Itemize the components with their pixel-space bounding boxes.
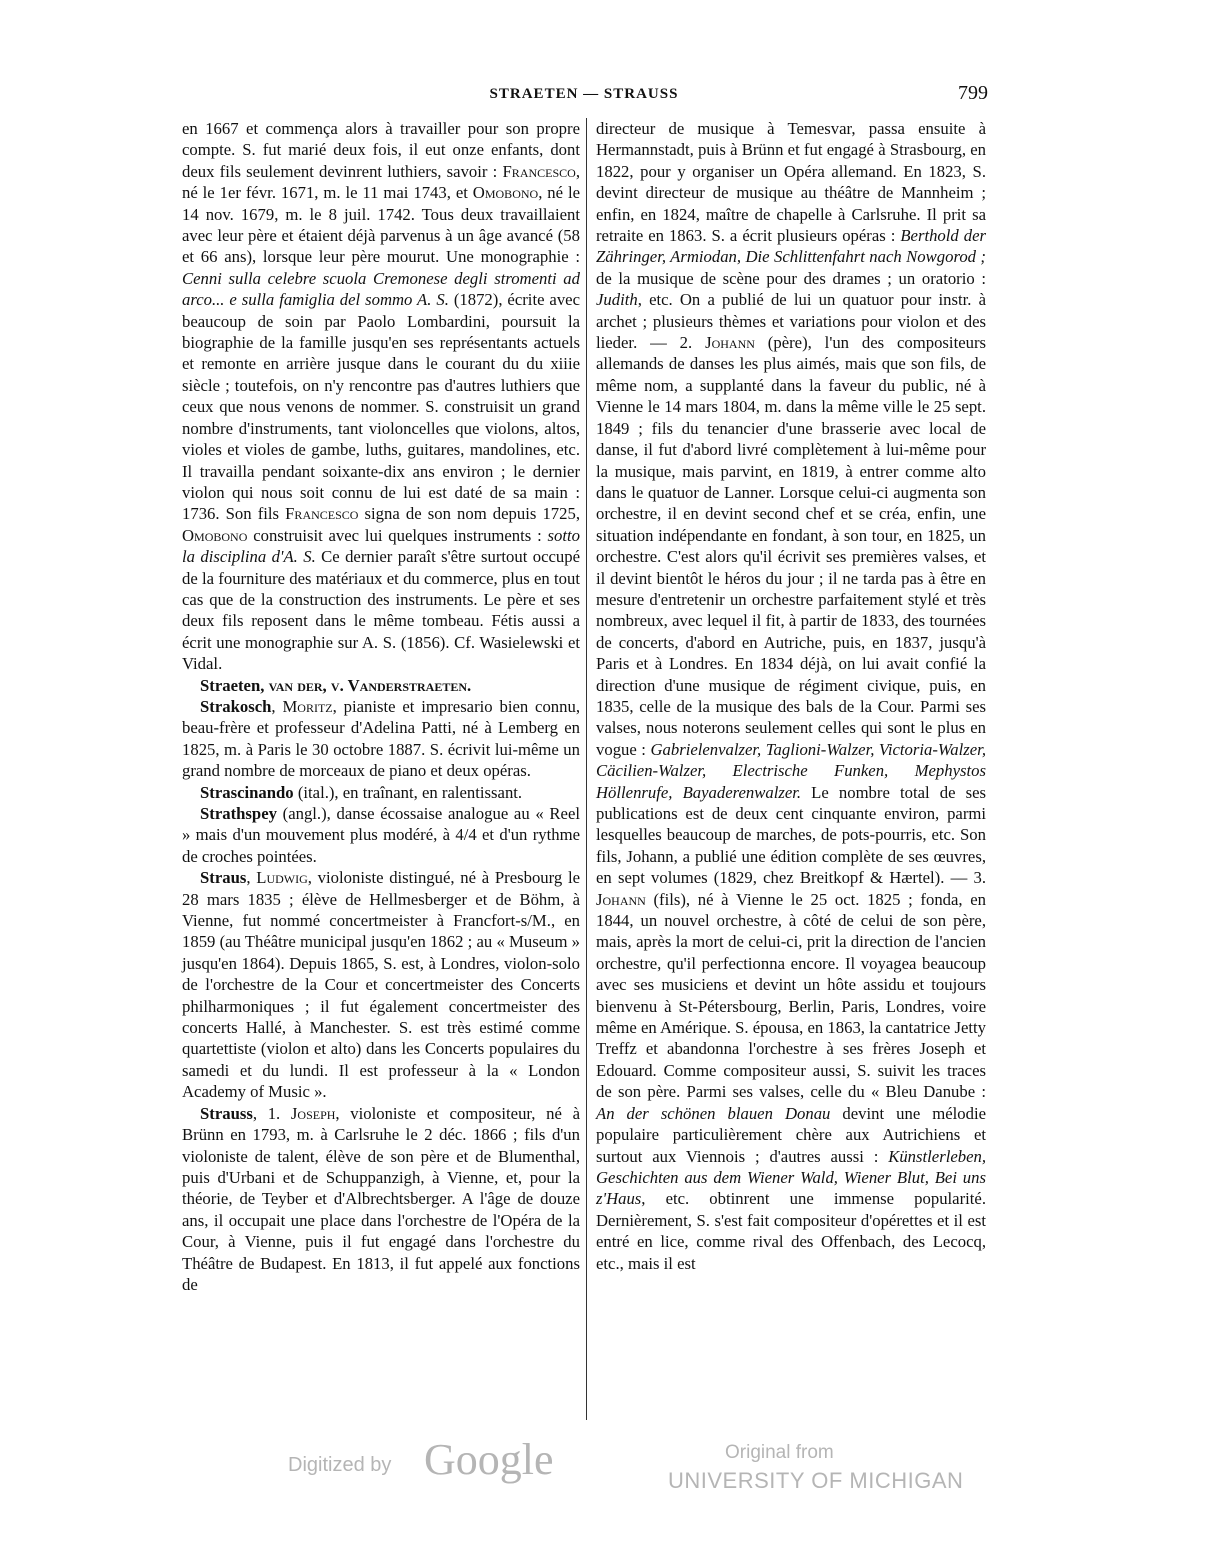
right-column [596, 118, 986, 1274]
entry-strauss-continuation: directeur de musique à Temesvar, passa ensuite à Hermannstadt, puis à Brünn et fut engagé à Strasbourg, en 1822, pour y organiser un Opéra allemand. En 1823, S. devint directeur de musique au théâtre de Mannheim ; enfin, en 1824, maître de chapelle à Carlsruhe. Il prit sa retraite en 1863. S. a écrit plusieurs opéras : Berthold der Zähringer, Armiodan, Die Schlittenfahrt nach Nowgorod ; de la musique de scène pour des drames ; un oratorio : Judith, etc. On a publié de lui un quatuor pour instr. à archet ; plusieurs thèmes et variations pour violon et des lieder. — 2. Johann (père), l'un des compositeurs allemands de danses les plus aimés, mais que son fils, de même nom, a supplanté dans la faveur du public, né à Vienne le 14 mars 1804, m. dans la même ville le 25 sept. 1849 ; fils du tenancier d'une brasserie avec local de danse, il fut d'abord livré complètement à lui-même pour la musique, mais parvint, en 1819, à entrer comme alto dans le quatuor de Lanner. Lorsque celui-ci augmenta son orchestre, il en devint second chef et se créa, enfin, une situation indépendante en fondant, à son tour, en 1825, un orchestre. C'est alors qu'il écrivit ses premières valses, et il devint bientôt le héros du jour ; il ne tarda pas à être en mesure d'entretenir un orchestre parfaitement stylé et très nombreux, avec lequel il fit, à partir de 1833, des tournées de concerts, d'abord en Autriche, puis, en 1837, jusqu'à Paris et à Londres. En 1834 déjà, on lui avait confié la direction d'une musique de régiment civique, puis, en 1835, celle de la musique des bals de la Cour. Parmi ses valses, nous noterons seulement celles qui sont le plus en vogue : Gabrielenvalzer, Taglioni-Walzer, Victoria-Walzer, Cäcilien-Walzer, Electrische Funken, Mephystos Höllenrufe, Bayaderenwalzer. Le nombre total de ses publications est de deux cent cinquante environ, parmi lesquelles beaucoup de marches, de pots-pourris, etc. Son fils, Johann, a publié une édition complète de ses œuvres, en sept volumes (1829, chez Breitkopf & Hærtel). — 3. Johann (fils), né à Vienne le 25 oct. 1825 ; fonda, en 1844, un nouvel orchestre, à côté de celui de son père, mais, après la mort de celui-ci, prit la direction de l'ancien orchestre, qu'il perfectionna encore. Il voyagea beaucoup avec ses musiciens et devint un hôte assidu et toujours bienvenu à St-Pétersbourg, Berlin, Paris, Londres, voire même en Amérique. S. épousa, en 1863, la cantatrice Jetty Treffz et abandonna l'orchestre à ses frères Joseph et Edouard. Comme compositeur aussi, S. suivit les traces de son père. Parmi ses valses, celle du « Bleu Danube : An der schönen blauen Donau devint une mélodie populaire particulièrement chère aux Autrichiens et surtout aux Viennois ; d'autres aussi : Künstlerleben, Geschichten aus dem Wiener Wald, Wiener Blut, Bei uns z'Haus, etc. obtinrent une immense popularité. Dernièrement, S. s'est fait compositeur d'opérettes et il est entré en lice, comme rival des Offenbach, des Lecocq, etc., mais il est [596, 119, 987, 1273]
headword: Strauss [200, 1103, 253, 1123]
entry-straus: Straus, Ludwig, violoniste distingué, né à Presbourg le 28 mars 1835 ; élève de Hellmesberger et de Böhm, à Vienne, fut nommé concertmeister à Francfort-s/M., en 1859 (au Théâtre municipal jusqu'en 1862 ; au « Museum » jusqu'en 1864). Depuis 1865, S. est, à Londres, violon-solo de l'orchestre de la Cour et concertmeister des Concerts philharmoniques ; il fut également concertmeister des concerts Hallé, à Manchester. S. est très estimé comme quartettiste (violon et alto) dans les Concerts populaires du samedi et du lundi. Il est professeur à la « London Academy of Music ». [182, 868, 580, 1102]
column-divider [586, 118, 587, 1420]
headword: Strakosch [200, 696, 272, 716]
entry-continuation: en 1667 et commença alors à travailler pour son propre compte. S. fut marié deux fois, il eut onze enfants, dont deux fils seulement devinrent luthiers, savoir : Francesco, né le 1er févr. 1671, m. le 11 mai 1743, et Omobono, né le 14 nov. 1679, m. le 8 juil. 1742. Tous deux travaillaient avec leur père et étaient déjà parvenus à un âge avancé (58 et 66 ans), lorsque leur père mourut. Une monographie : Cenni sulla celebre scuola Cremonese degli stromenti ad arco... e sulla famiglia del sommo A. S. (1872), écrite avec beaucoup de soin par Paolo Lombardini, poursuit la biographie de la famille jusqu'en ses représentants actuels et remonte en arrière jusque dans le courant du du xiiie siècle ; toutefois, on n'y rencontre pas d'autres luthiers que ceux que nous venons de nommer. S. construisit un grand nombre d'instruments, tant violoncelles que violons, altos, violes et violes de gambe, luths, guitares, mandolines, etc. Il travailla pendant soixante-dix ans environ ; le dernier violon qui nous soit connu de lui est daté de sa main : 1736. Son fils Francesco signa de son nom depuis 1725, Omobono construisit avec lui quelques instruments : sotto la disciplina d'A. S. Ce dernier paraît s'être surtout occupé de la fourniture des matériaux et du commerce, plus en tout cas que de la construction des instruments. Le père et ses deux fils reposent dans le même tombeau. Fétis aussi a écrit une monographie sur A. S. (1856). Cf. Wasielewski et Vidal. [182, 119, 580, 674]
headword: Strathspey [200, 804, 277, 823]
university-label: UNIVERSITY OF MICHIGAN [668, 1468, 964, 1493]
headword: Straeten [200, 675, 261, 695]
headword: Straus [200, 868, 247, 888]
left-column [182, 118, 580, 1295]
google-logo: Google [424, 1435, 554, 1484]
entry-strauss: Strauss, 1. Joseph, violoniste et compositeur, né à Brünn en 1793, m. à Carlsruhe le 2 déc. 1866 ; fils d'un violoniste de talent, élève de son père et de Blumenthal, puis d'Urbani et de Schuppanzigh, à Vienne, et, pour la théorie, de Teyber et d'Albrechtsberger. A l'âge de douze ans, il occupait une place dans l'orchestre de l'Opéra de la Cour, à Vienne, puis il fut engagé dans l'orchestre du Théâtre de Budapest. En 1813, il fut appelé aux fonctions de [182, 1103, 580, 1294]
entry-strakosch: Strakosch, Moritz, pianiste et impresario bien connu, beau-frère et professeur d'Adelina Patti, né à Lemberg en 1825, m. à Paris le 30 octobre 1887. S. écrivit lui-même un grand nombre de morceaux de piano et deux opéras. [182, 696, 581, 781]
entry-strathspey: Strathspey (angl.), danse écossaise analogue au « Reel » mais d'un mouvement plus modéré, à 4/4 et d'un rythme de croches pointées. [182, 804, 580, 866]
headword: Strascinando [200, 782, 294, 802]
original-from-label: Original from [725, 1442, 834, 1463]
running-head-title: STRAETEN — STRAUSS [489, 86, 679, 102]
page-number: 799 [958, 82, 988, 104]
digitization-footer [0, 1435, 1207, 1510]
digitized-by-label: Digitized by [288, 1454, 392, 1476]
running-head [180, 84, 988, 110]
entry-strascinando: Strascinando (ital.), en traînant, en ralentissant. [200, 782, 523, 802]
entry-straeten: Straeten, van der, v. Vanderstraeten. [200, 675, 472, 695]
